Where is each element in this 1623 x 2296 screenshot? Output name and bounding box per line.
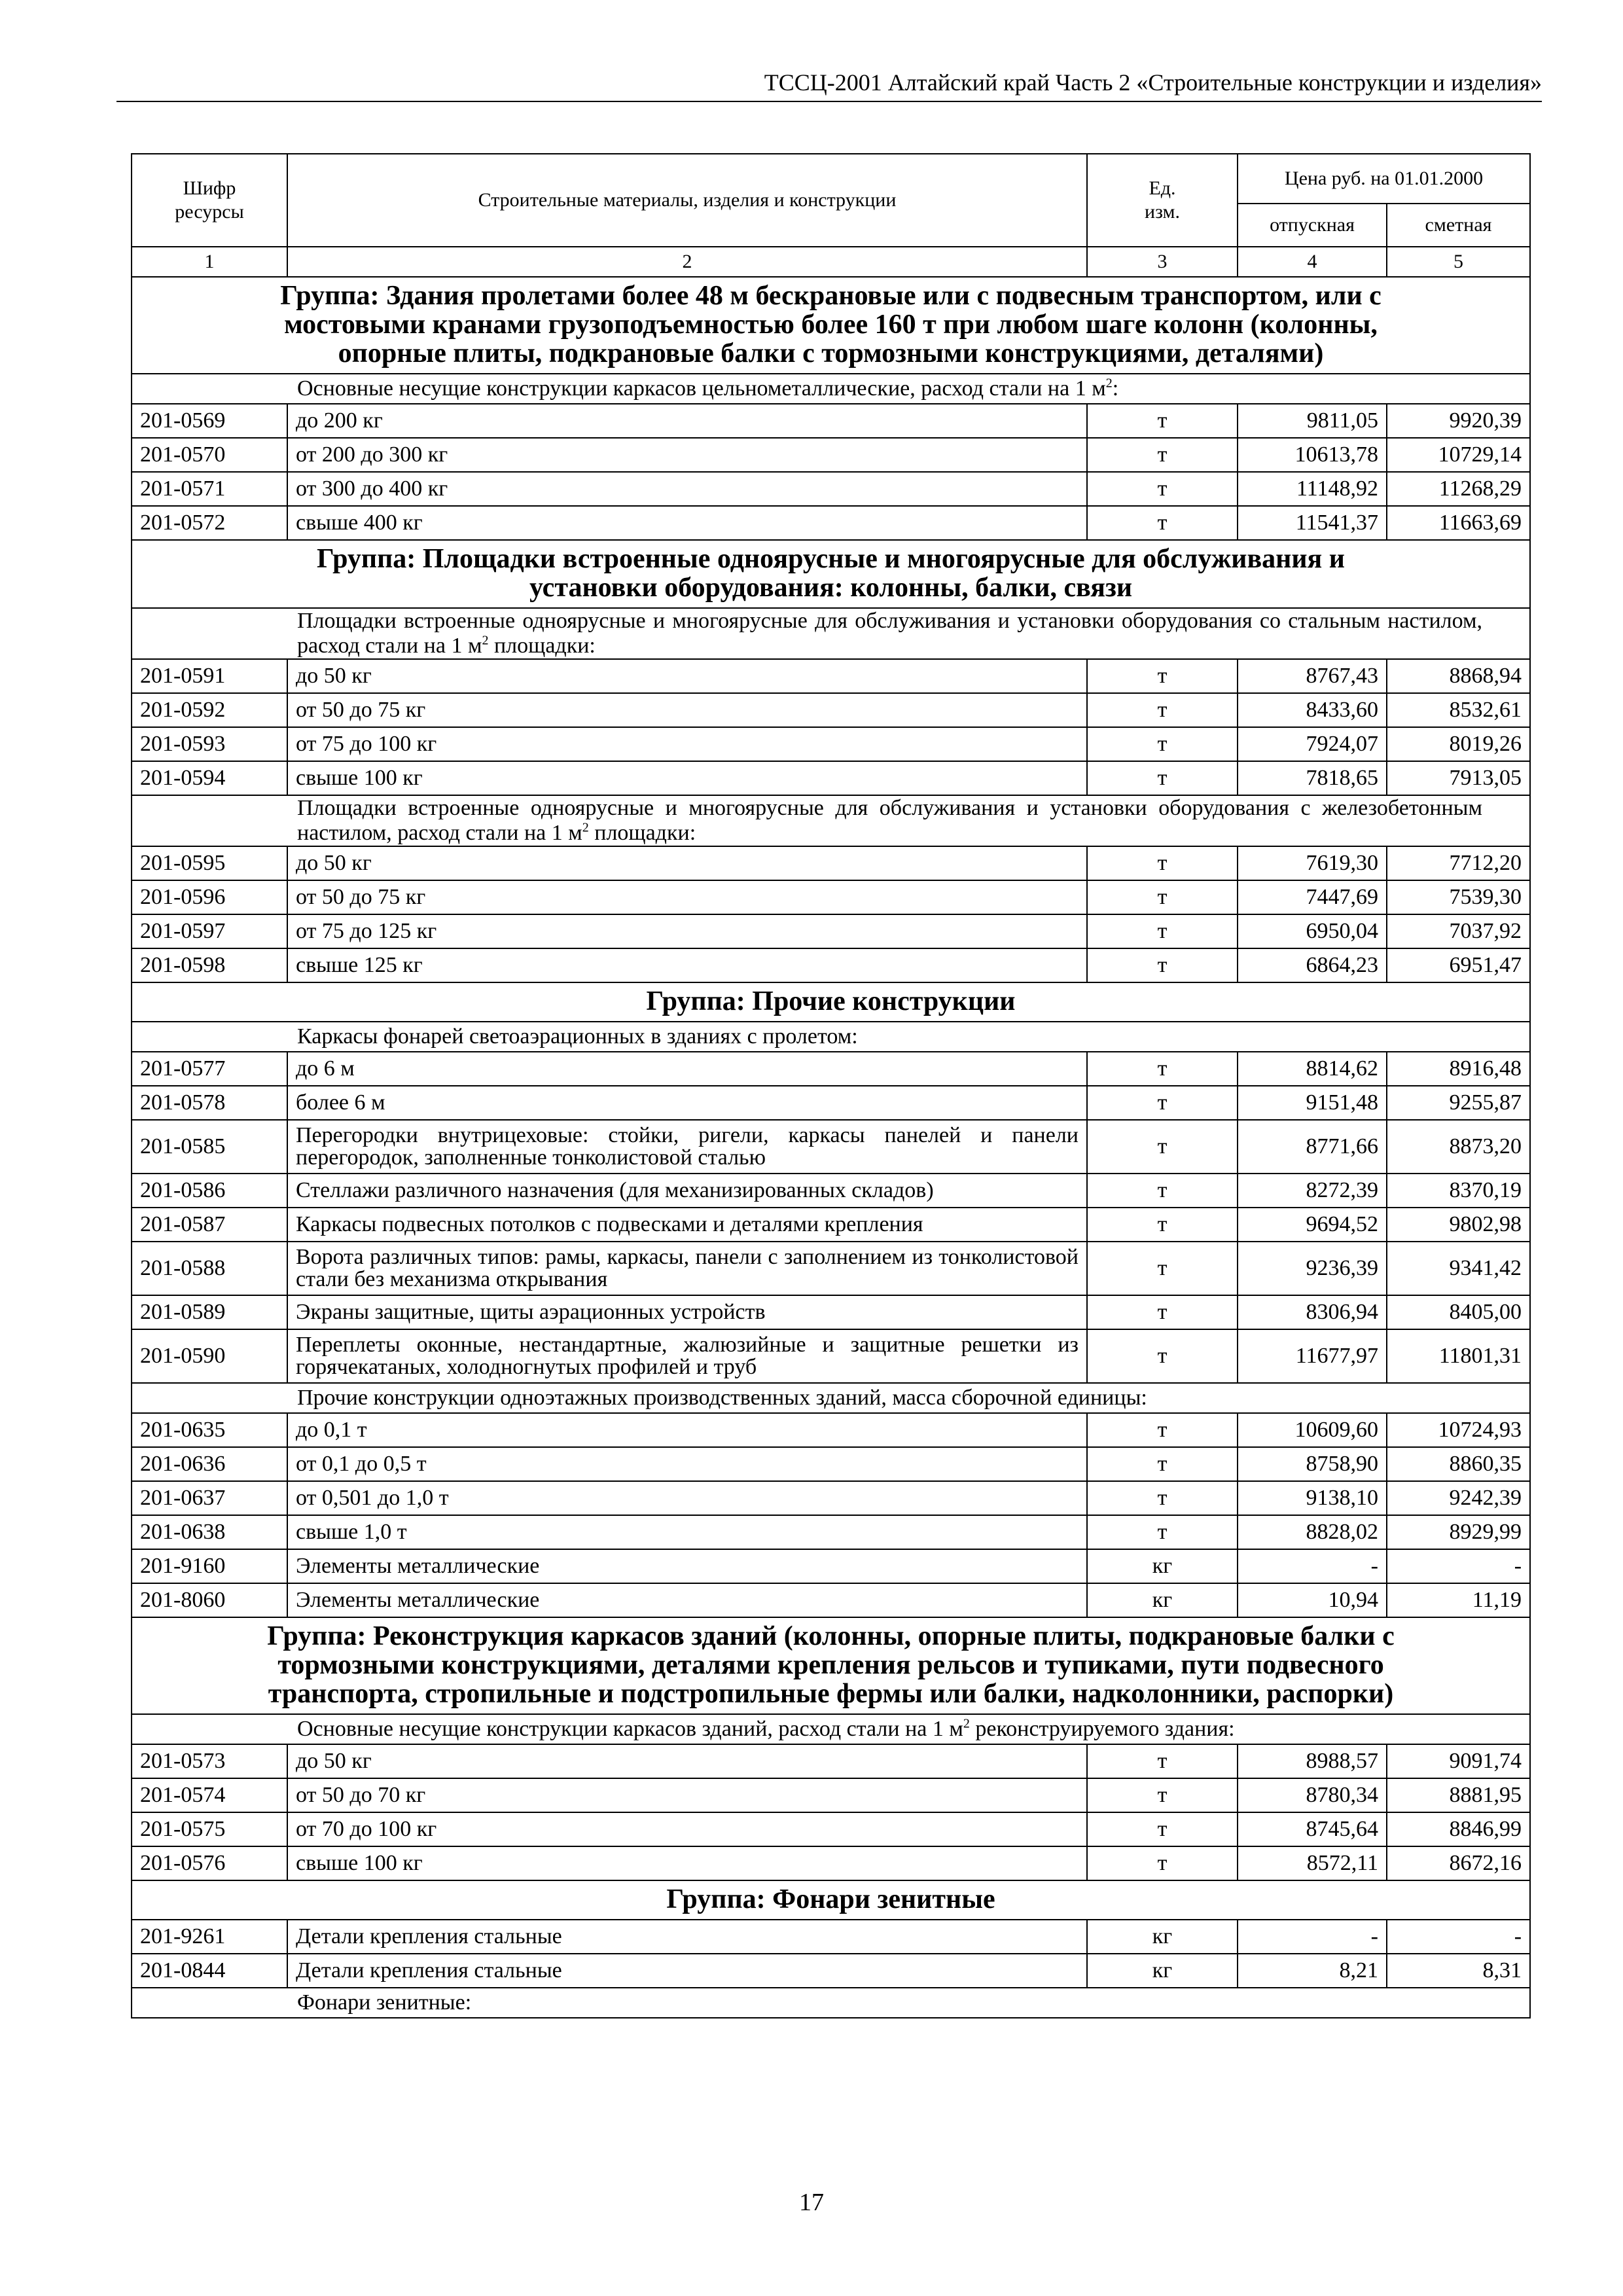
table-row	[132, 1295, 1530, 1329]
subgroup-title-wrap	[140, 1024, 1522, 1049]
estimate-price-cell: 8868,94	[1387, 659, 1530, 693]
group-title: Группа: Реконструкция каркасов зданий (колонны, опорные плиты, подкрановые балки с тормозными конструкциями, деталями крепления рельсов и тупиками, пути подвесного транспорта, стропильные и подстропильные фермы или балки, надколонники, распорки)	[132, 1617, 1530, 1714]
code-cell: 201-0637	[132, 1481, 287, 1515]
name-cell: Ворота различных типов: рамы, каркасы, панели с заполнением из тонколистовой стали без механизма открывания	[287, 1242, 1087, 1295]
estimate-price-cell: 8860,35	[1387, 1447, 1530, 1481]
code-cell: 201-0598	[132, 948, 287, 982]
name-cell: от 0,501 до 1,0 т	[287, 1481, 1087, 1515]
name-cell: до 0,1 т	[287, 1413, 1087, 1447]
code-cell: 201-0595	[132, 846, 287, 880]
table-row	[132, 1744, 1530, 1778]
name-cell: Экраны защитные, щиты аэрационных устройств	[287, 1295, 1087, 1329]
subgroup-title-tail: площадки:	[588, 821, 696, 845]
column-number: 4	[1238, 247, 1387, 277]
column-numbers-row	[132, 247, 1530, 277]
table-row	[132, 1549, 1530, 1583]
table-row	[132, 1583, 1530, 1617]
table-row	[132, 914, 1530, 948]
subgroup-cell	[132, 795, 1530, 846]
name-cell: от 75 до 100 кг	[287, 727, 1087, 761]
wholesale-price-cell: 11541,37	[1238, 506, 1387, 540]
unit-cell: т	[1087, 1329, 1238, 1383]
code-cell: 201-0636	[132, 1447, 287, 1481]
code-cell: 201-9261	[132, 1920, 287, 1954]
code-cell: 201-0578	[132, 1086, 287, 1120]
wholesale-price-cell: 7818,65	[1238, 761, 1387, 795]
code-cell: 201-0587	[132, 1208, 287, 1242]
code-cell: 201-9160	[132, 1549, 287, 1583]
code-cell: 201-0576	[132, 1846, 287, 1880]
column-materials-header: Строительные материалы, изделия и конструкции	[287, 154, 1087, 247]
code-cell: 201-0590	[132, 1329, 287, 1383]
unit-cell: т	[1087, 1413, 1238, 1447]
wholesale-price-cell: 9236,39	[1238, 1242, 1387, 1295]
code-cell: 201-0573	[132, 1744, 287, 1778]
wholesale-price-cell: 6864,23	[1238, 948, 1387, 982]
estimate-price-cell: 9091,74	[1387, 1744, 1530, 1778]
wholesale-price-cell: 8988,57	[1238, 1744, 1387, 1778]
column-wholesale-header: отпускная	[1238, 204, 1387, 247]
subgroup-cell	[132, 1383, 1530, 1413]
group-header-row	[132, 277, 1530, 374]
subgroup-row	[132, 1714, 1530, 1744]
code-cell: 201-0572	[132, 506, 287, 540]
name-cell: от 50 до 70 кг	[287, 1778, 1087, 1812]
table-row	[132, 1812, 1530, 1846]
subgroup-row	[132, 1988, 1530, 2018]
table-row	[132, 438, 1530, 472]
subgroup-title-tail: реконструируемого здания:	[969, 1717, 1235, 1741]
estimate-price-cell: 7712,20	[1387, 846, 1530, 880]
wholesale-price-cell: 9151,48	[1238, 1086, 1387, 1120]
unit-cell: кг	[1087, 1920, 1238, 1954]
name-cell: Стеллажи различного назначения (для механизированных складов)	[287, 1174, 1087, 1208]
table-row	[132, 693, 1530, 727]
subgroup-row	[132, 1383, 1530, 1413]
estimate-price-cell: 7913,05	[1387, 761, 1530, 795]
unit-cell: т	[1087, 1846, 1238, 1880]
group-header-row	[132, 982, 1530, 1022]
name-cell: Элементы металлические	[287, 1549, 1087, 1583]
wholesale-price-cell: 8758,90	[1238, 1447, 1387, 1481]
subgroup-title: Прочие конструкции одноэтажных производственных зданий, масса сборочной единицы:	[297, 1386, 1147, 1410]
page-number: 17	[799, 2189, 824, 2216]
code-cell: 201-0635	[132, 1413, 287, 1447]
wholesale-price-cell: 8572,11	[1238, 1846, 1387, 1880]
unit-cell: кг	[1087, 1583, 1238, 1617]
estimate-price-cell: 7037,92	[1387, 914, 1530, 948]
table-row	[132, 1329, 1530, 1383]
unit-cell: т	[1087, 1295, 1238, 1329]
group-title: Группа: Фонари зенитные	[132, 1880, 1530, 1920]
subgroup-title-wrap	[140, 376, 1522, 401]
column-number: 5	[1387, 247, 1530, 277]
wholesale-price-cell: -	[1238, 1920, 1387, 1954]
wholesale-price-cell: 7447,69	[1238, 880, 1387, 914]
name-cell: от 50 до 75 кг	[287, 693, 1087, 727]
subgroup-row	[132, 608, 1530, 659]
estimate-price-cell: 11801,31	[1387, 1329, 1530, 1383]
subgroup-title-wrap	[140, 609, 1522, 658]
code-cell: 201-0589	[132, 1295, 287, 1329]
wholesale-price-cell: 8745,64	[1238, 1812, 1387, 1846]
column-unit-header: Ед. изм.	[1087, 154, 1238, 247]
table-body	[132, 277, 1530, 2018]
estimate-price-cell: 8929,99	[1387, 1515, 1530, 1549]
unit-cell: т	[1087, 1447, 1238, 1481]
wholesale-price-cell: 7924,07	[1238, 727, 1387, 761]
group-header-row	[132, 1880, 1530, 1920]
estimate-price-cell: 8846,99	[1387, 1812, 1530, 1846]
name-cell: от 200 до 300 кг	[287, 438, 1087, 472]
name-cell: Каркасы подвесных потолков с подвесками и деталями крепления	[287, 1208, 1087, 1242]
wholesale-price-cell: 8780,34	[1238, 1778, 1387, 1812]
estimate-price-cell: 8532,61	[1387, 693, 1530, 727]
subgroup-cell	[132, 1988, 1530, 2018]
table-row	[132, 1481, 1530, 1515]
superscript: 2	[963, 1716, 970, 1731]
column-code-header: Шифр ресурсы	[132, 154, 287, 247]
estimate-price-cell: 11268,29	[1387, 472, 1530, 506]
wholesale-price-cell: 9694,52	[1238, 1208, 1387, 1242]
subgroup-title: Фонари зенитные:	[297, 1990, 472, 2015]
superscript: 2	[582, 820, 589, 835]
estimate-price-cell: 8672,16	[1387, 1846, 1530, 1880]
column-price-header: Цена руб. на 01.01.2000	[1238, 154, 1530, 204]
code-cell: 201-0844	[132, 1954, 287, 1988]
column-number: 1	[132, 247, 287, 277]
group-title: Группа: Площадки встроенные одноярусные и многоярусные для обслуживания и установки оборудования: колонны, балки, связи	[132, 540, 1530, 608]
code-cell: 201-0571	[132, 472, 287, 506]
table-row	[132, 727, 1530, 761]
code-cell: 201-0592	[132, 693, 287, 727]
name-cell: от 300 до 400 кг	[287, 472, 1087, 506]
table-row	[132, 1174, 1530, 1208]
code-cell: 201-0575	[132, 1812, 287, 1846]
unit-cell: т	[1087, 404, 1238, 438]
table-row	[132, 1120, 1530, 1174]
table-row	[132, 1778, 1530, 1812]
table-row	[132, 1242, 1530, 1295]
table-row	[132, 880, 1530, 914]
name-cell: от 50 до 75 кг	[287, 880, 1087, 914]
unit-cell: кг	[1087, 1954, 1238, 1988]
table-row	[132, 659, 1530, 693]
unit-cell: т	[1087, 1052, 1238, 1086]
name-cell: от 70 до 100 кг	[287, 1812, 1087, 1846]
table-row	[132, 1447, 1530, 1481]
name-cell: Элементы металлические	[287, 1583, 1087, 1617]
unit-cell: т	[1087, 1174, 1238, 1208]
estimate-price-cell: 10724,93	[1387, 1413, 1530, 1447]
unit-cell: т	[1087, 1208, 1238, 1242]
code-cell: 201-8060	[132, 1583, 287, 1617]
superscript: 2	[482, 633, 489, 648]
name-cell: до 50 кг	[287, 1744, 1087, 1778]
wholesale-price-cell: 8,21	[1238, 1954, 1387, 1988]
unit-cell: т	[1087, 846, 1238, 880]
name-cell: Детали крепления стальные	[287, 1954, 1087, 1988]
estimate-price-cell: 8370,19	[1387, 1174, 1530, 1208]
table-row	[132, 1515, 1530, 1549]
subgroup-cell	[132, 1022, 1530, 1052]
name-cell: свыше 100 кг	[287, 1846, 1087, 1880]
wholesale-price-cell: 8306,94	[1238, 1295, 1387, 1329]
table-row	[132, 761, 1530, 795]
code-cell: 201-0569	[132, 404, 287, 438]
column-estimate-header: сметная	[1387, 204, 1530, 247]
unit-cell: т	[1087, 659, 1238, 693]
unit-cell: т	[1087, 1120, 1238, 1174]
subgroup-title-wrap	[140, 1990, 1522, 2015]
name-cell: Переплеты оконные, нестандартные, жалюзийные и защитные решетки из горячекатаных, холодногнутых профилей и труб	[287, 1329, 1087, 1383]
code-cell: 201-0593	[132, 727, 287, 761]
name-cell: до 50 кг	[287, 659, 1087, 693]
subgroup-cell	[132, 1714, 1530, 1744]
unit-cell: т	[1087, 472, 1238, 506]
estimate-price-cell: 9255,87	[1387, 1086, 1530, 1120]
estimate-price-cell: -	[1387, 1549, 1530, 1583]
wholesale-price-cell: 8814,62	[1238, 1052, 1387, 1086]
estimate-price-cell: 8873,20	[1387, 1120, 1530, 1174]
code-cell: 201-0577	[132, 1052, 287, 1086]
superscript: 2	[1105, 376, 1113, 391]
running-header: ТССЦ-2001 Алтайский край Часть 2 «Строительные конструкции и изделия»	[116, 68, 1542, 102]
subgroup-row	[132, 374, 1530, 404]
name-cell: Перегородки внутрицеховые: стойки, ригели, каркасы панелей и панели перегородок, заполненные тонколистовой сталью	[287, 1120, 1087, 1174]
name-cell: свыше 100 кг	[287, 761, 1087, 795]
wholesale-price-cell: 6950,04	[1238, 914, 1387, 948]
unit-cell: т	[1087, 1242, 1238, 1295]
subgroup-title-wrap	[140, 1386, 1522, 1410]
code-cell: 201-0596	[132, 880, 287, 914]
table-row	[132, 948, 1530, 982]
wholesale-price-cell: 10613,78	[1238, 438, 1387, 472]
name-cell: от 0,1 до 0,5 т	[287, 1447, 1087, 1481]
name-cell: до 200 кг	[287, 404, 1087, 438]
wholesale-price-cell: 8771,66	[1238, 1120, 1387, 1174]
code-cell: 201-0586	[132, 1174, 287, 1208]
wholesale-price-cell: 8433,60	[1238, 693, 1387, 727]
unit-cell: т	[1087, 438, 1238, 472]
unit-cell: т	[1087, 1086, 1238, 1120]
price-table	[131, 153, 1531, 2018]
table-row	[132, 1086, 1530, 1120]
estimate-price-cell: 8881,95	[1387, 1778, 1530, 1812]
code-cell: 201-0597	[132, 914, 287, 948]
code-cell: 201-0594	[132, 761, 287, 795]
estimate-price-cell: 8405,00	[1387, 1295, 1530, 1329]
estimate-price-cell: 8916,48	[1387, 1052, 1530, 1086]
subgroup-title: Площадки встроенные одноярусные и многоярусные для обслуживания и установки оборудования с железобетонным настилом, расход стали на 1 м	[297, 796, 1483, 845]
estimate-price-cell: 11,19	[1387, 1583, 1530, 1617]
estimate-price-cell: 8,31	[1387, 1954, 1530, 1988]
unit-cell: т	[1087, 727, 1238, 761]
code-cell: 201-0638	[132, 1515, 287, 1549]
subgroup-title-wrap	[140, 796, 1522, 846]
name-cell: свыше 1,0 т	[287, 1515, 1087, 1549]
table-row	[132, 1846, 1530, 1880]
name-cell: свыше 125 кг	[287, 948, 1087, 982]
table-row	[132, 1052, 1530, 1086]
table-row	[132, 1413, 1530, 1447]
subgroup-title-tail: площадки:	[488, 634, 596, 658]
group-title: Группа: Здания пролетами более 48 м бескрановые или с подвесным транспортом, или с мостовыми кранами грузоподъемностью более 160 т при любом шаге колонн (колонны, опорные плиты, подкрановые балки с тормозными конструкциями, деталями)	[132, 277, 1530, 374]
code-cell: 201-0591	[132, 659, 287, 693]
wholesale-price-cell: 11677,97	[1238, 1329, 1387, 1383]
subgroup-title: Площадки встроенные одноярусные и многоярусные для обслуживания и установки оборудования со стальным настилом, расход стали на 1 м	[297, 609, 1483, 658]
wholesale-price-cell: 9138,10	[1238, 1481, 1387, 1515]
wholesale-price-cell: 8767,43	[1238, 659, 1387, 693]
estimate-price-cell: 10729,14	[1387, 438, 1530, 472]
estimate-price-cell: 9242,39	[1387, 1481, 1530, 1515]
subgroup-cell	[132, 608, 1530, 659]
unit-cell: т	[1087, 880, 1238, 914]
name-cell: Детали крепления стальные	[287, 1920, 1087, 1954]
wholesale-price-cell: 11148,92	[1238, 472, 1387, 506]
table-row	[132, 506, 1530, 540]
unit-cell: кг	[1087, 1549, 1238, 1583]
subgroup-title: Основные несущие конструкции каркасов цельнометаллические, расход стали на 1 м	[297, 376, 1106, 401]
subgroup-title-wrap	[140, 1717, 1522, 1742]
estimate-price-cell: 7539,30	[1387, 880, 1530, 914]
unit-cell: т	[1087, 1778, 1238, 1812]
estimate-price-cell: -	[1387, 1920, 1530, 1954]
wholesale-price-cell: 10,94	[1238, 1583, 1387, 1617]
table-row	[132, 1954, 1530, 1988]
code-cell: 201-0588	[132, 1242, 287, 1295]
estimate-price-cell: 11663,69	[1387, 506, 1530, 540]
column-number: 3	[1087, 247, 1238, 277]
code-cell: 201-0574	[132, 1778, 287, 1812]
wholesale-price-cell: 8272,39	[1238, 1174, 1387, 1208]
estimate-price-cell: 8019,26	[1387, 727, 1530, 761]
subgroup-title: Основные несущие конструкции каркасов зданий, расход стали на 1 м	[297, 1717, 963, 1741]
unit-cell: т	[1087, 1481, 1238, 1515]
table-row	[132, 1920, 1530, 1954]
wholesale-price-cell: 7619,30	[1238, 846, 1387, 880]
table-row	[132, 472, 1530, 506]
unit-cell: т	[1087, 1744, 1238, 1778]
unit-cell: т	[1087, 761, 1238, 795]
group-header-row	[132, 540, 1530, 608]
table-row	[132, 846, 1530, 880]
group-title: Группа: Прочие конструкции	[132, 982, 1530, 1022]
unit-cell: т	[1087, 693, 1238, 727]
wholesale-price-cell: 9811,05	[1238, 404, 1387, 438]
code-cell: 201-0585	[132, 1120, 287, 1174]
name-cell: свыше 400 кг	[287, 506, 1087, 540]
name-cell: до 6 м	[287, 1052, 1087, 1086]
estimate-price-cell: 6951,47	[1387, 948, 1530, 982]
wholesale-price-cell: 8828,02	[1238, 1515, 1387, 1549]
table-row	[132, 404, 1530, 438]
table-row	[132, 1208, 1530, 1242]
subgroup-title: Каркасы фонарей светоаэрационных в зданиях с пролетом:	[297, 1024, 858, 1049]
estimate-price-cell: 9341,42	[1387, 1242, 1530, 1295]
subgroup-row	[132, 795, 1530, 846]
name-cell: до 50 кг	[287, 846, 1087, 880]
unit-cell: т	[1087, 506, 1238, 540]
group-header-row	[132, 1617, 1530, 1714]
unit-cell: т	[1087, 914, 1238, 948]
table-header	[132, 154, 1530, 277]
estimate-price-cell: 9920,39	[1387, 404, 1530, 438]
wholesale-price-cell: -	[1238, 1549, 1387, 1583]
unit-cell: т	[1087, 948, 1238, 982]
subgroup-row	[132, 1022, 1530, 1052]
estimate-price-cell: 9802,98	[1387, 1208, 1530, 1242]
unit-cell: т	[1087, 1812, 1238, 1846]
code-cell: 201-0570	[132, 438, 287, 472]
wholesale-price-cell: 10609,60	[1238, 1413, 1387, 1447]
unit-cell: т	[1087, 1515, 1238, 1549]
column-number: 2	[287, 247, 1087, 277]
name-cell: более 6 м	[287, 1086, 1087, 1120]
subgroup-cell	[132, 374, 1530, 404]
subgroup-title-tail: :	[1112, 376, 1119, 401]
name-cell: от 75 до 125 кг	[287, 914, 1087, 948]
